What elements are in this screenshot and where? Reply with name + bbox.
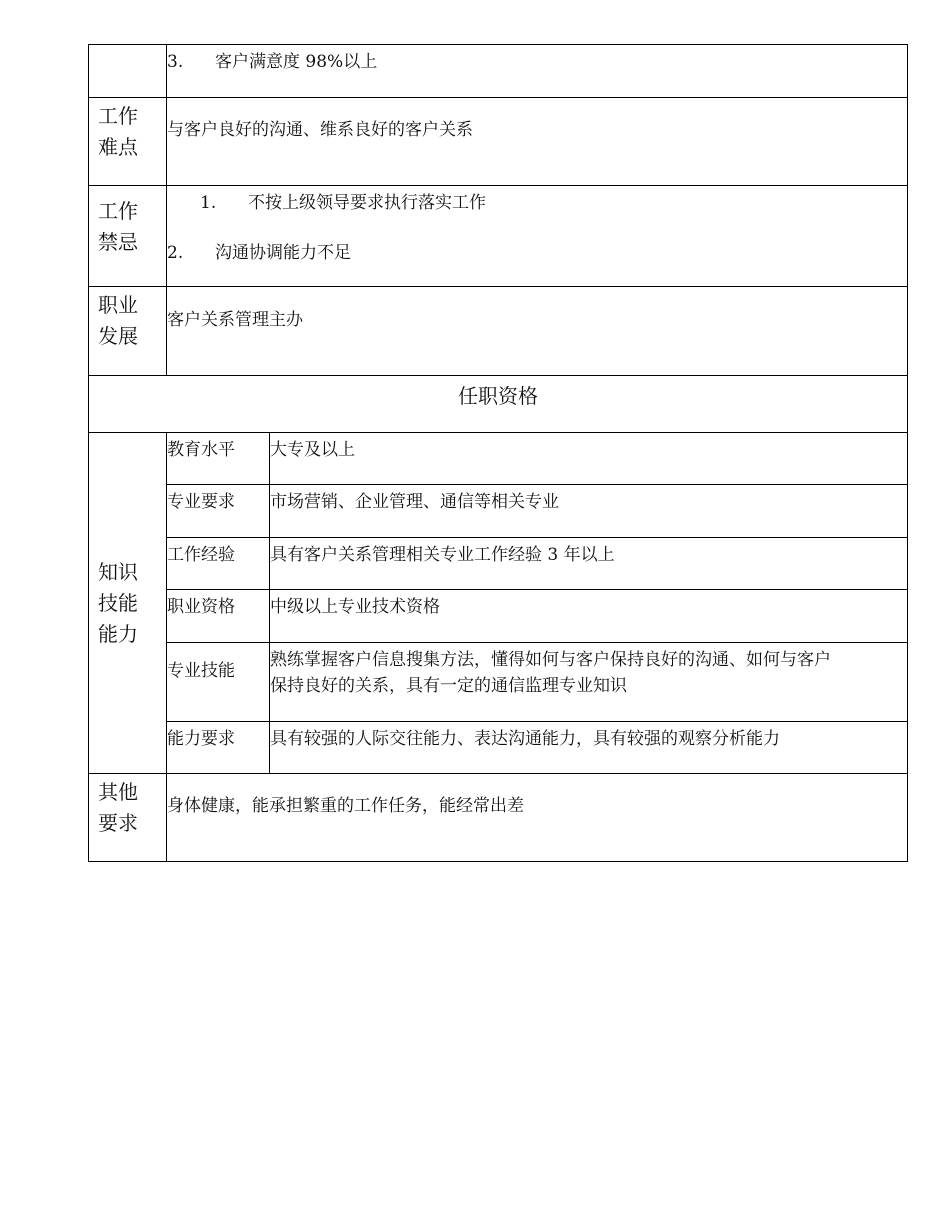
label-line: 工作: [98, 104, 138, 128]
career-label: [89, 287, 167, 376]
label-line: 工作: [98, 199, 138, 223]
list-text: 沟通协调能力不足: [215, 243, 351, 263]
taboo-label: [89, 186, 167, 287]
table-row: [89, 590, 908, 643]
ability-label: 能力要求: [167, 722, 270, 774]
label-line: 难点: [98, 135, 138, 159]
difficulty-content: 与客户良好的沟通、维系良好的客户关系: [167, 98, 908, 186]
skills-value-line: 保持良好的关系，具有一定的通信监理专业知识: [270, 676, 627, 696]
table-row: [89, 433, 908, 485]
list-number: 2.: [167, 243, 184, 263]
ability-value: 具有较强的人际交往能力、表达沟通能力，具有较强的观察分析能力: [270, 722, 908, 774]
skills-value: [270, 643, 908, 722]
standard-content-cell: [167, 45, 908, 98]
label-line: 禁忌: [98, 230, 138, 254]
table-row: [89, 538, 908, 590]
row-work-standard: [89, 45, 908, 98]
certification-value: 中级以上专业技术资格: [270, 590, 908, 643]
table-row: [89, 485, 908, 538]
label-line: 知识: [98, 559, 138, 584]
difficulty-label: [89, 98, 167, 186]
row-work-difficulty: [89, 98, 908, 186]
education-value: 大专及以上: [270, 433, 908, 485]
experience-label: 工作经验: [167, 538, 270, 590]
label-line: 技能: [98, 590, 138, 615]
list-item: [167, 190, 907, 216]
row-work-taboo: [89, 186, 908, 287]
list-number: 3.: [167, 52, 184, 72]
list-item: [167, 49, 907, 75]
skills-value-line: 熟练掌握客户信息搜集方法，懂得如何与客户保持良好的沟通、如何与客户: [270, 650, 831, 670]
list-item: [167, 240, 907, 266]
education-label: 教育水平: [167, 433, 270, 485]
knowledge-label: [89, 433, 167, 774]
table-row: [89, 643, 908, 722]
other-label: [89, 774, 167, 862]
label-line: 职业: [98, 293, 138, 317]
career-content: 客户关系管理主办: [167, 287, 908, 376]
list-text: 不按上级领导要求执行落实工作: [248, 193, 486, 213]
skills-label: 专业技能: [167, 643, 270, 722]
label-line: 发展: [98, 324, 138, 348]
section-title: 任职资格: [89, 376, 908, 433]
taboo-content: [167, 186, 908, 287]
label-line: 其他: [98, 780, 138, 804]
table-row: [89, 722, 908, 774]
list-number: 1.: [200, 193, 217, 213]
row-other-requirements: [89, 774, 908, 862]
list-text: 客户满意度 98%以上: [215, 52, 378, 72]
standard-label-cell: [89, 45, 167, 98]
label-line: 能力: [98, 621, 138, 646]
major-label: 专业要求: [167, 485, 270, 538]
row-qualifications-title: [89, 376, 908, 433]
other-content: 身体健康，能承担繁重的工作任务，能经常出差: [167, 774, 908, 862]
certification-label: 职业资格: [167, 590, 270, 643]
row-career-development: [89, 287, 908, 376]
experience-value: 具有客户关系管理相关专业工作经验 3 年以上: [270, 538, 908, 590]
job-description-table: [88, 44, 908, 862]
major-value: 市场营销、企业管理、通信等相关专业: [270, 485, 908, 538]
label-line: 要求: [98, 811, 138, 835]
